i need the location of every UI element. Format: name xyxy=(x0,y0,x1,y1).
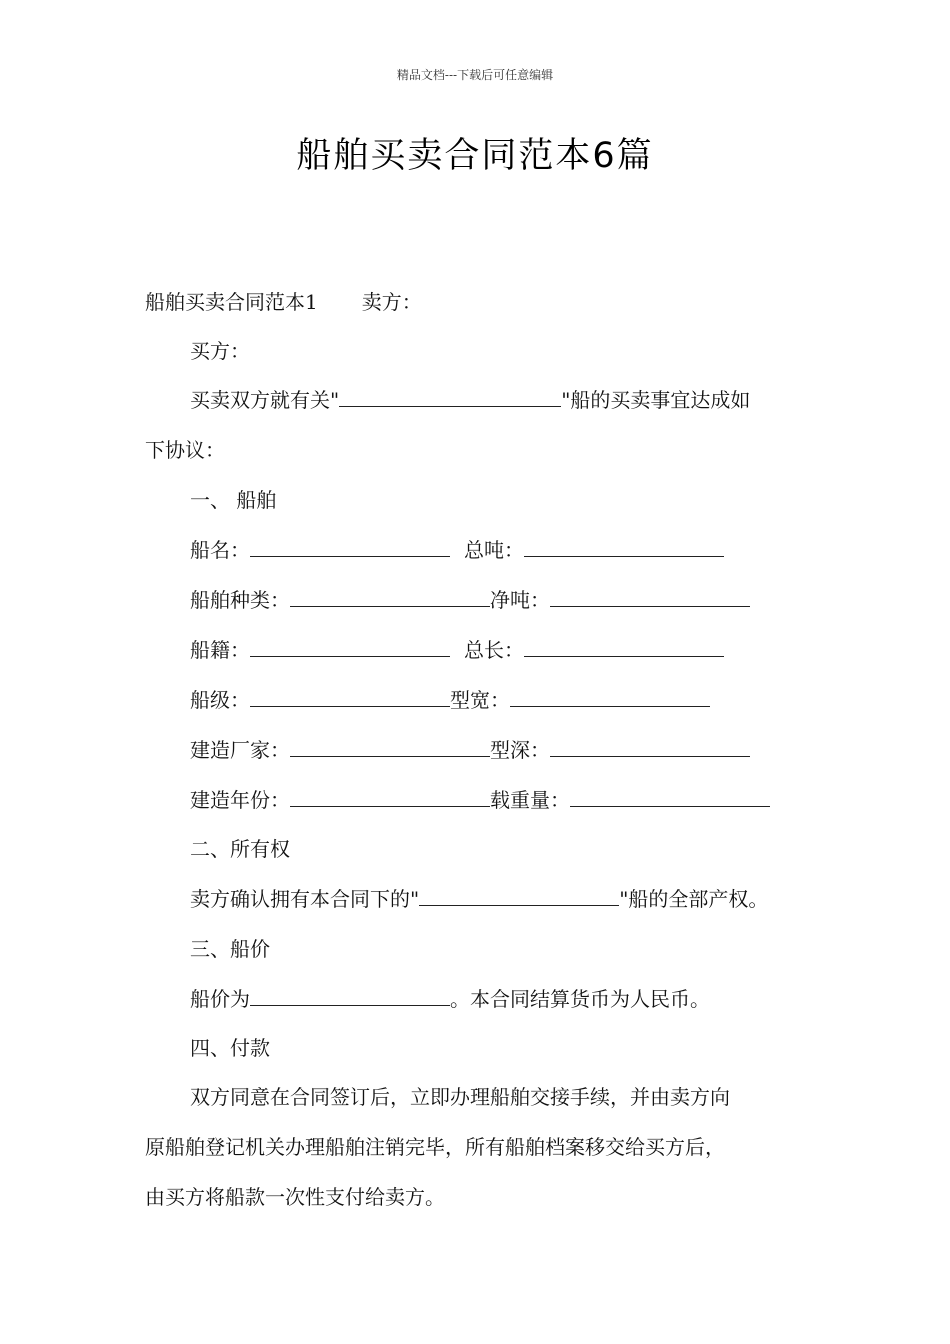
document-title: 船舶买卖合同范本6篇 xyxy=(296,136,654,176)
price-text-b: 。本合同结算货币为人民币。 xyxy=(450,987,710,1011)
field-row xyxy=(190,536,724,564)
price-text-a: 船价为 xyxy=(190,987,250,1011)
nationality-field xyxy=(250,636,450,657)
intro-text-a: 买卖双方就有关" xyxy=(190,388,340,412)
deadweight-field xyxy=(570,786,770,807)
ship-type-field xyxy=(290,586,490,607)
price-line xyxy=(190,985,710,1013)
intro-line xyxy=(190,386,750,414)
moulded-depth-label: 型深： xyxy=(490,738,550,762)
ownership-ship-field xyxy=(419,885,619,906)
moulded-depth-field xyxy=(550,736,750,757)
nationality-label: 船籍： xyxy=(190,638,250,662)
seller-label: 卖方： xyxy=(361,290,422,314)
field-row xyxy=(190,636,724,664)
section-1-heading: 一、 船舶 xyxy=(190,488,277,512)
ownership-text-b: "船的全部产权。 xyxy=(619,887,769,911)
intro-text-b: "船的买卖事宜达成如 xyxy=(561,388,751,412)
price-field xyxy=(250,985,450,1006)
field-row xyxy=(190,586,750,614)
net-tonnage-field xyxy=(550,586,750,607)
moulded-breadth-field xyxy=(510,686,710,707)
gross-tonnage-field xyxy=(524,536,724,557)
ship-type-label: 船舶种类： xyxy=(190,588,290,612)
builder-label: 建造厂家： xyxy=(190,738,290,762)
contract-heading: 船舶买卖合同范本1 xyxy=(145,290,318,314)
field-row xyxy=(190,786,770,814)
build-year-label: 建造年份： xyxy=(190,788,290,812)
moulded-breadth-label: 型宽： xyxy=(450,688,510,712)
payment-text-2: 原船舶登记机关办理船舶注销完毕，所有船舶档案移交给买方后， xyxy=(145,1135,725,1159)
ship-class-label: 船级： xyxy=(190,688,250,712)
ship-class-field xyxy=(250,686,450,707)
builder-field xyxy=(290,736,490,757)
section-2-heading: 二、所有权 xyxy=(190,837,290,861)
section-4-heading: 四、付款 xyxy=(190,1036,270,1060)
ship-name-field xyxy=(250,536,450,557)
payment-text-1: 双方同意在合同签订后，立即办理船舶交接手续，并由卖方向 xyxy=(190,1085,730,1109)
ship-name-label: 船名： xyxy=(190,538,250,562)
build-year-field xyxy=(290,786,490,807)
net-tonnage-label: 净吨： xyxy=(490,588,550,612)
field-row xyxy=(190,736,750,764)
overall-length-label: 总长： xyxy=(464,638,524,662)
header-note: 精品文档---下载后可任意编辑 xyxy=(396,68,554,82)
field-row xyxy=(190,686,710,714)
overall-length-field xyxy=(524,636,724,657)
section-3-heading: 三、船价 xyxy=(190,937,270,961)
deadweight-label: 载重量： xyxy=(490,788,570,812)
payment-text-3: 由买方将船款一次性支付给卖方。 xyxy=(145,1185,445,1209)
ownership-text-a: 卖方确认拥有本合同下的" xyxy=(190,887,420,911)
ownership-line xyxy=(190,885,768,913)
buyer-label: 买方： xyxy=(190,339,250,363)
gross-tonnage-label: 总吨： xyxy=(464,538,524,562)
ship-name-blank xyxy=(339,386,561,407)
intro-text-c: 下协议： xyxy=(145,438,225,462)
contract-heading-line xyxy=(145,288,422,316)
